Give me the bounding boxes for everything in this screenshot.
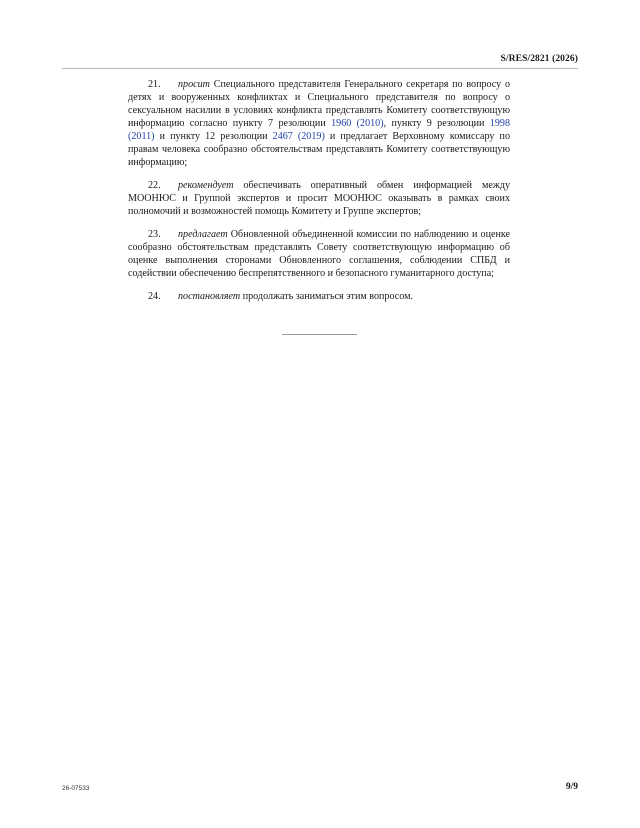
document-body bbox=[128, 78, 510, 313]
header-divider bbox=[62, 68, 578, 69]
paragraph-number: 22. bbox=[148, 180, 161, 191]
page-number: 9/9 bbox=[565, 782, 578, 792]
document-symbol: S/RES/2821 (2026) bbox=[500, 54, 578, 64]
paragraph-23 bbox=[128, 228, 510, 280]
paragraph-21 bbox=[128, 78, 510, 169]
operative-verb: постановляет bbox=[178, 291, 241, 302]
paragraph-text: Специального представителя Генерального секретаря по вопросу о детях и вооруженных конфликтах и Специального представителя по вопросу о сексуальном насилии в условиях конфликта представлять Комитету соответствующую информацию согласно пункту 7 резолюции bbox=[128, 79, 510, 129]
paragraph-text: и предлагает Верховному комиссару по правам человека сообразно обстоятельствам представлять Комитету соответствующую информацию; bbox=[128, 131, 510, 168]
operative-verb: рекомендует bbox=[178, 180, 234, 191]
paragraph-number: 21. bbox=[148, 79, 161, 90]
paragraph-text: и пункту 12 резолюции bbox=[154, 131, 273, 142]
paragraph-text: , пункту 9 резолюции bbox=[383, 118, 490, 129]
resolution-link-1998[interactable]: 1998 (2011) bbox=[128, 118, 511, 142]
operative-verb: предлагает bbox=[178, 229, 228, 240]
paragraph-22 bbox=[128, 179, 510, 218]
paragraph-number: 24. bbox=[148, 291, 161, 302]
resolution-link-2467[interactable]: 2467 (2019) bbox=[272, 131, 325, 142]
paragraph-number: 23. bbox=[148, 229, 161, 240]
paragraph-text: обеспечивать оперативный обмен информацией между МООНЮС и Группой экспертов и просит МООНЮС оказывать в рамках своих полномочий и возможностей помощь Комитету и Группе экспертов; bbox=[128, 180, 510, 217]
paragraph-text: продолжать заниматься этим вопросом. bbox=[240, 291, 414, 302]
paragraph-text: Обновленной объединенной комиссии по наблюдению и оценке сообразно обстоятельствам представлять Совету соответствующую информацию об оценке выполнения сторонами Обновленного соглашения, соблюдении СПБД и содействии обеспечению беспрепятственного и безопасного гуманитарного доступа; bbox=[128, 229, 510, 279]
document-number: 26-07533 bbox=[62, 785, 90, 792]
operative-verb: просит bbox=[178, 79, 210, 90]
paragraph-24 bbox=[128, 290, 510, 303]
end-of-document-rule bbox=[282, 334, 357, 335]
resolution-link-1960[interactable]: 1960 (2010) bbox=[331, 118, 384, 129]
